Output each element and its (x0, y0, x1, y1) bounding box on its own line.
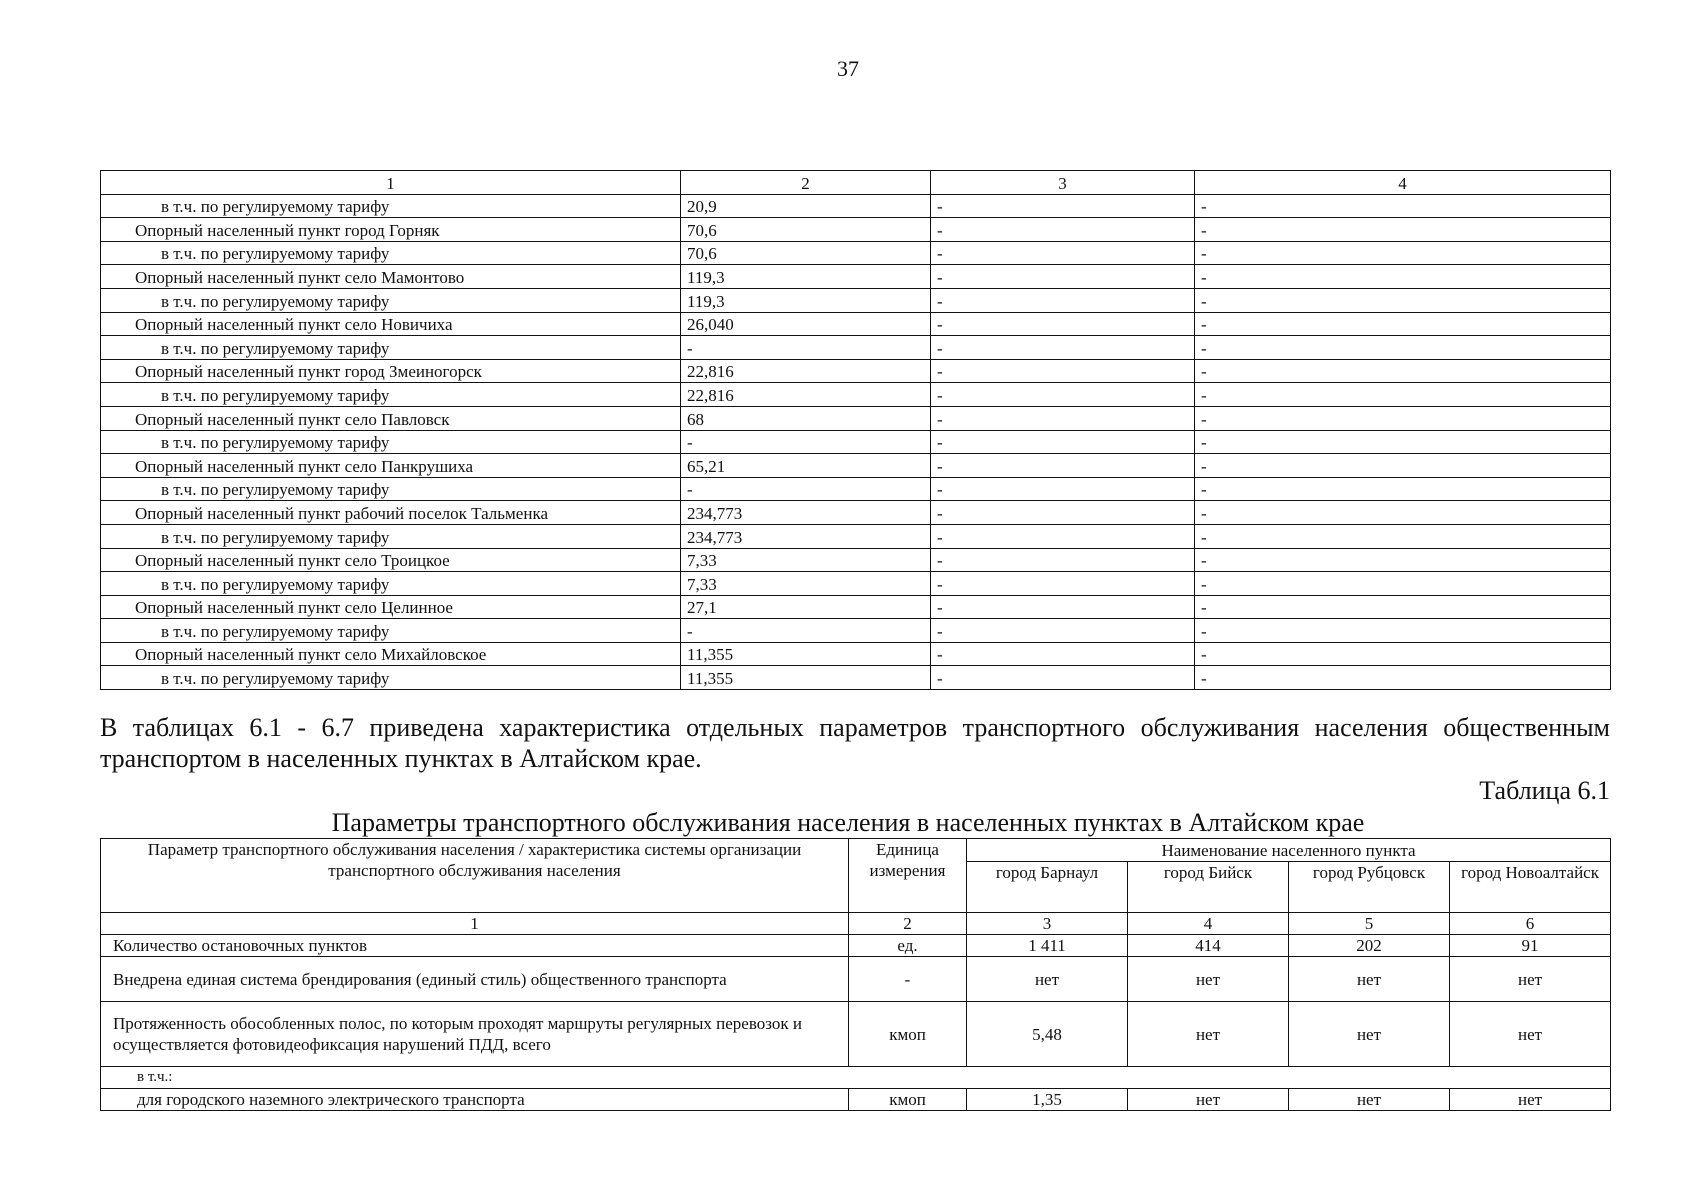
value-cell: - (931, 595, 1195, 619)
column-number: 3 (931, 171, 1195, 195)
value-cell: нет (1128, 957, 1289, 1002)
value-cell: - (931, 430, 1195, 454)
value-cell: нет (1450, 1089, 1611, 1111)
value-cell: - (1195, 595, 1611, 619)
value-cell: 119,3 (681, 265, 931, 289)
value-cell: 7,33 (681, 548, 931, 572)
transport-parameters-table (100, 838, 1611, 1111)
column-number: 2 (681, 171, 931, 195)
value-cell: - (931, 501, 1195, 525)
row-label: в т.ч. по регулируемому тарифу (101, 477, 681, 501)
value-cell: 22,816 (681, 383, 931, 407)
row-label: в т.ч. по регулируемому тарифу (101, 666, 681, 690)
param-cell: Внедрена единая система брендирования (единый стиль) общественного транспорта (101, 957, 849, 1002)
table-row (101, 477, 1611, 501)
value-cell: 26,040 (681, 312, 931, 336)
table-continuation (100, 170, 1611, 690)
table-header-row (101, 171, 1611, 195)
table-row (101, 241, 1611, 265)
value-cell: нет (1289, 957, 1450, 1002)
row-label: в т.ч. по регулируемому тарифу (101, 336, 681, 360)
value-cell: 11,355 (681, 666, 931, 690)
value-cell: - (931, 524, 1195, 548)
value-cell: - (931, 241, 1195, 265)
value-cell: - (931, 477, 1195, 501)
page-number: 37 (837, 56, 859, 81)
value-cell: 1 411 (967, 935, 1128, 957)
value-cell: - (1195, 572, 1611, 596)
table-row (101, 619, 1611, 643)
row-label: Опорный населенный пункт село Новичиха (101, 312, 681, 336)
row-label: Опорный населенный пункт село Мамонтово (101, 265, 681, 289)
value-cell: - (931, 642, 1195, 666)
value-cell: - (931, 288, 1195, 312)
value-cell: 202 (1289, 935, 1450, 957)
header-settlement-group: Наименование населенного пункта (967, 839, 1611, 862)
value-cell: нет (1128, 1089, 1289, 1111)
table-row (101, 548, 1611, 572)
value-cell: - (1195, 288, 1611, 312)
value-cell: 20,9 (681, 194, 931, 218)
table-row (101, 524, 1611, 548)
value-cell: - (1195, 524, 1611, 548)
value-cell: - (931, 265, 1195, 289)
table-row (101, 595, 1611, 619)
row-label: Опорный населенный пункт село Панкрушиха (101, 454, 681, 478)
value-cell: - (931, 572, 1195, 596)
row-label: в т.ч. по регулируемому тарифу (101, 194, 681, 218)
value-cell: - (1195, 454, 1611, 478)
row-label: в т.ч. по регулируемому тарифу (101, 524, 681, 548)
header-city: город Новоалтайск (1450, 862, 1611, 913)
value-cell: - (1195, 312, 1611, 336)
value-cell: - (931, 548, 1195, 572)
row-label: в т.ч. по регулируемому тарифу (101, 572, 681, 596)
value-cell: 7,33 (681, 572, 931, 596)
header-param: Параметр транспортного обслуживания населения / характеристика системы организации транспортного обслуживания населения (101, 839, 849, 913)
table-row (101, 935, 1611, 957)
value-cell: - (1195, 218, 1611, 242)
value-cell: нет (1450, 957, 1611, 1002)
value-cell: - (1195, 265, 1611, 289)
value-cell: - (931, 619, 1195, 643)
column-number: 4 (1128, 913, 1289, 935)
value-cell: нет (1289, 1089, 1450, 1111)
table-row (101, 1002, 1611, 1067)
value-cell: - (681, 430, 931, 454)
column-number: 1 (101, 171, 681, 195)
value-cell: 5,48 (967, 1002, 1128, 1067)
value-cell: 119,3 (681, 288, 931, 312)
table-row (101, 336, 1611, 360)
value-cell: нет (1289, 1002, 1450, 1067)
value-cell: 65,21 (681, 454, 931, 478)
table-header-row (101, 839, 1611, 862)
row-label: в т.ч. по регулируемому тарифу (101, 430, 681, 454)
param-cell: для городского наземного электрического транспорта (101, 1089, 849, 1111)
row-label: Опорный населенный пункт город Змеиногорск (101, 359, 681, 383)
unit-cell: кмоп (849, 1002, 967, 1067)
value-cell: - (931, 194, 1195, 218)
row-label: в т.ч. по регулируемому тарифу (101, 241, 681, 265)
value-cell: 70,6 (681, 241, 931, 265)
param-cell: Количество остановочных пунктов (101, 935, 849, 957)
value-cell: - (931, 218, 1195, 242)
value-cell: - (1195, 336, 1611, 360)
row-label: в т.ч. по регулируемому тарифу (101, 383, 681, 407)
table-row (101, 501, 1611, 525)
value-cell: - (681, 477, 931, 501)
column-number: 4 (1195, 171, 1611, 195)
table-row (101, 454, 1611, 478)
row-label: Опорный населенный пункт село Целинное (101, 595, 681, 619)
table-row (101, 642, 1611, 666)
value-cell: - (1195, 383, 1611, 407)
value-cell: - (931, 406, 1195, 430)
table-row (101, 572, 1611, 596)
value-cell: - (1195, 359, 1611, 383)
column-number: 6 (1450, 913, 1611, 935)
value-cell: - (931, 666, 1195, 690)
row-label: Опорный населенный пункт село Михайловское (101, 642, 681, 666)
table-row (101, 1067, 1611, 1089)
header-unit: Единица измерения (849, 839, 967, 913)
value-cell: - (931, 312, 1195, 336)
value-cell: 68 (681, 406, 931, 430)
value-cell: 1,35 (967, 1089, 1128, 1111)
value-cell: - (1195, 194, 1611, 218)
row-label: Опорный населенный пункт город Горняк (101, 218, 681, 242)
value-cell: - (931, 336, 1195, 360)
table-row (101, 1089, 1611, 1111)
value-cell: 70,6 (681, 218, 931, 242)
unit-cell: - (849, 957, 967, 1002)
table-row (101, 406, 1611, 430)
column-number: 1 (101, 913, 849, 935)
table-row (101, 194, 1611, 218)
value-cell: 27,1 (681, 595, 931, 619)
row-label: Опорный населенный пункт село Павловск (101, 406, 681, 430)
value-cell: - (1195, 430, 1611, 454)
row-label: Опорный населенный пункт рабочий поселок Тальменка (101, 501, 681, 525)
row-label: Опорный населенный пункт село Троицкое (101, 548, 681, 572)
value-cell: 22,816 (681, 359, 931, 383)
value-cell: 11,355 (681, 642, 931, 666)
row-label: в т.ч. по регулируемому тарифу (101, 288, 681, 312)
header-city: город Барнаул (967, 862, 1128, 913)
column-number: 3 (967, 913, 1128, 935)
table-title: Параметры транспортного обслуживания населения в населенных пунктах в Алтайском крае (331, 808, 1365, 837)
intro-paragraph: В таблицах 6.1 - 6.7 приведена характеристика отдельных параметров транспортного обслуживания населения общественным транспортом в населенных пунктах в Алтайском крае. (100, 713, 1610, 773)
table-row (101, 359, 1611, 383)
value-cell: - (1195, 642, 1611, 666)
header-city: город Рубцовск (1289, 862, 1450, 913)
table-row (101, 265, 1611, 289)
header-city: город Бийск (1128, 862, 1289, 913)
value-cell: - (931, 383, 1195, 407)
value-cell: 91 (1450, 935, 1611, 957)
table-row (101, 957, 1611, 1002)
param-cell: Протяженность обособленных полос, по которым проходят маршруты регулярных перевозок и осуществляется фотовидеофиксация нарушений ПДД, всего (101, 1002, 849, 1067)
value-cell: 234,773 (681, 501, 931, 525)
value-cell: - (1195, 666, 1611, 690)
value-cell: нет (967, 957, 1128, 1002)
table-number: Таблица 6.1 (1479, 776, 1610, 805)
unit-cell: ед. (849, 935, 967, 957)
unit-cell: кмоп (849, 1089, 967, 1111)
table-row (101, 288, 1611, 312)
including-label: в т.ч.: (101, 1067, 1611, 1089)
value-cell: 414 (1128, 935, 1289, 957)
value-cell: - (931, 454, 1195, 478)
table-row (101, 430, 1611, 454)
column-number: 5 (1289, 913, 1450, 935)
table-row (101, 383, 1611, 407)
value-cell: - (931, 359, 1195, 383)
value-cell: - (681, 336, 931, 360)
value-cell: - (1195, 241, 1611, 265)
value-cell: - (1195, 501, 1611, 525)
table-row (101, 312, 1611, 336)
table-row (101, 666, 1611, 690)
value-cell: нет (1128, 1002, 1289, 1067)
table-row (101, 218, 1611, 242)
value-cell: - (681, 619, 931, 643)
value-cell: - (1195, 548, 1611, 572)
column-number-row (101, 913, 1611, 935)
value-cell: нет (1450, 1002, 1611, 1067)
value-cell: - (1195, 619, 1611, 643)
value-cell: - (1195, 406, 1611, 430)
column-number: 2 (849, 913, 967, 935)
value-cell: 234,773 (681, 524, 931, 548)
row-label: в т.ч. по регулируемому тарифу (101, 619, 681, 643)
value-cell: - (1195, 477, 1611, 501)
